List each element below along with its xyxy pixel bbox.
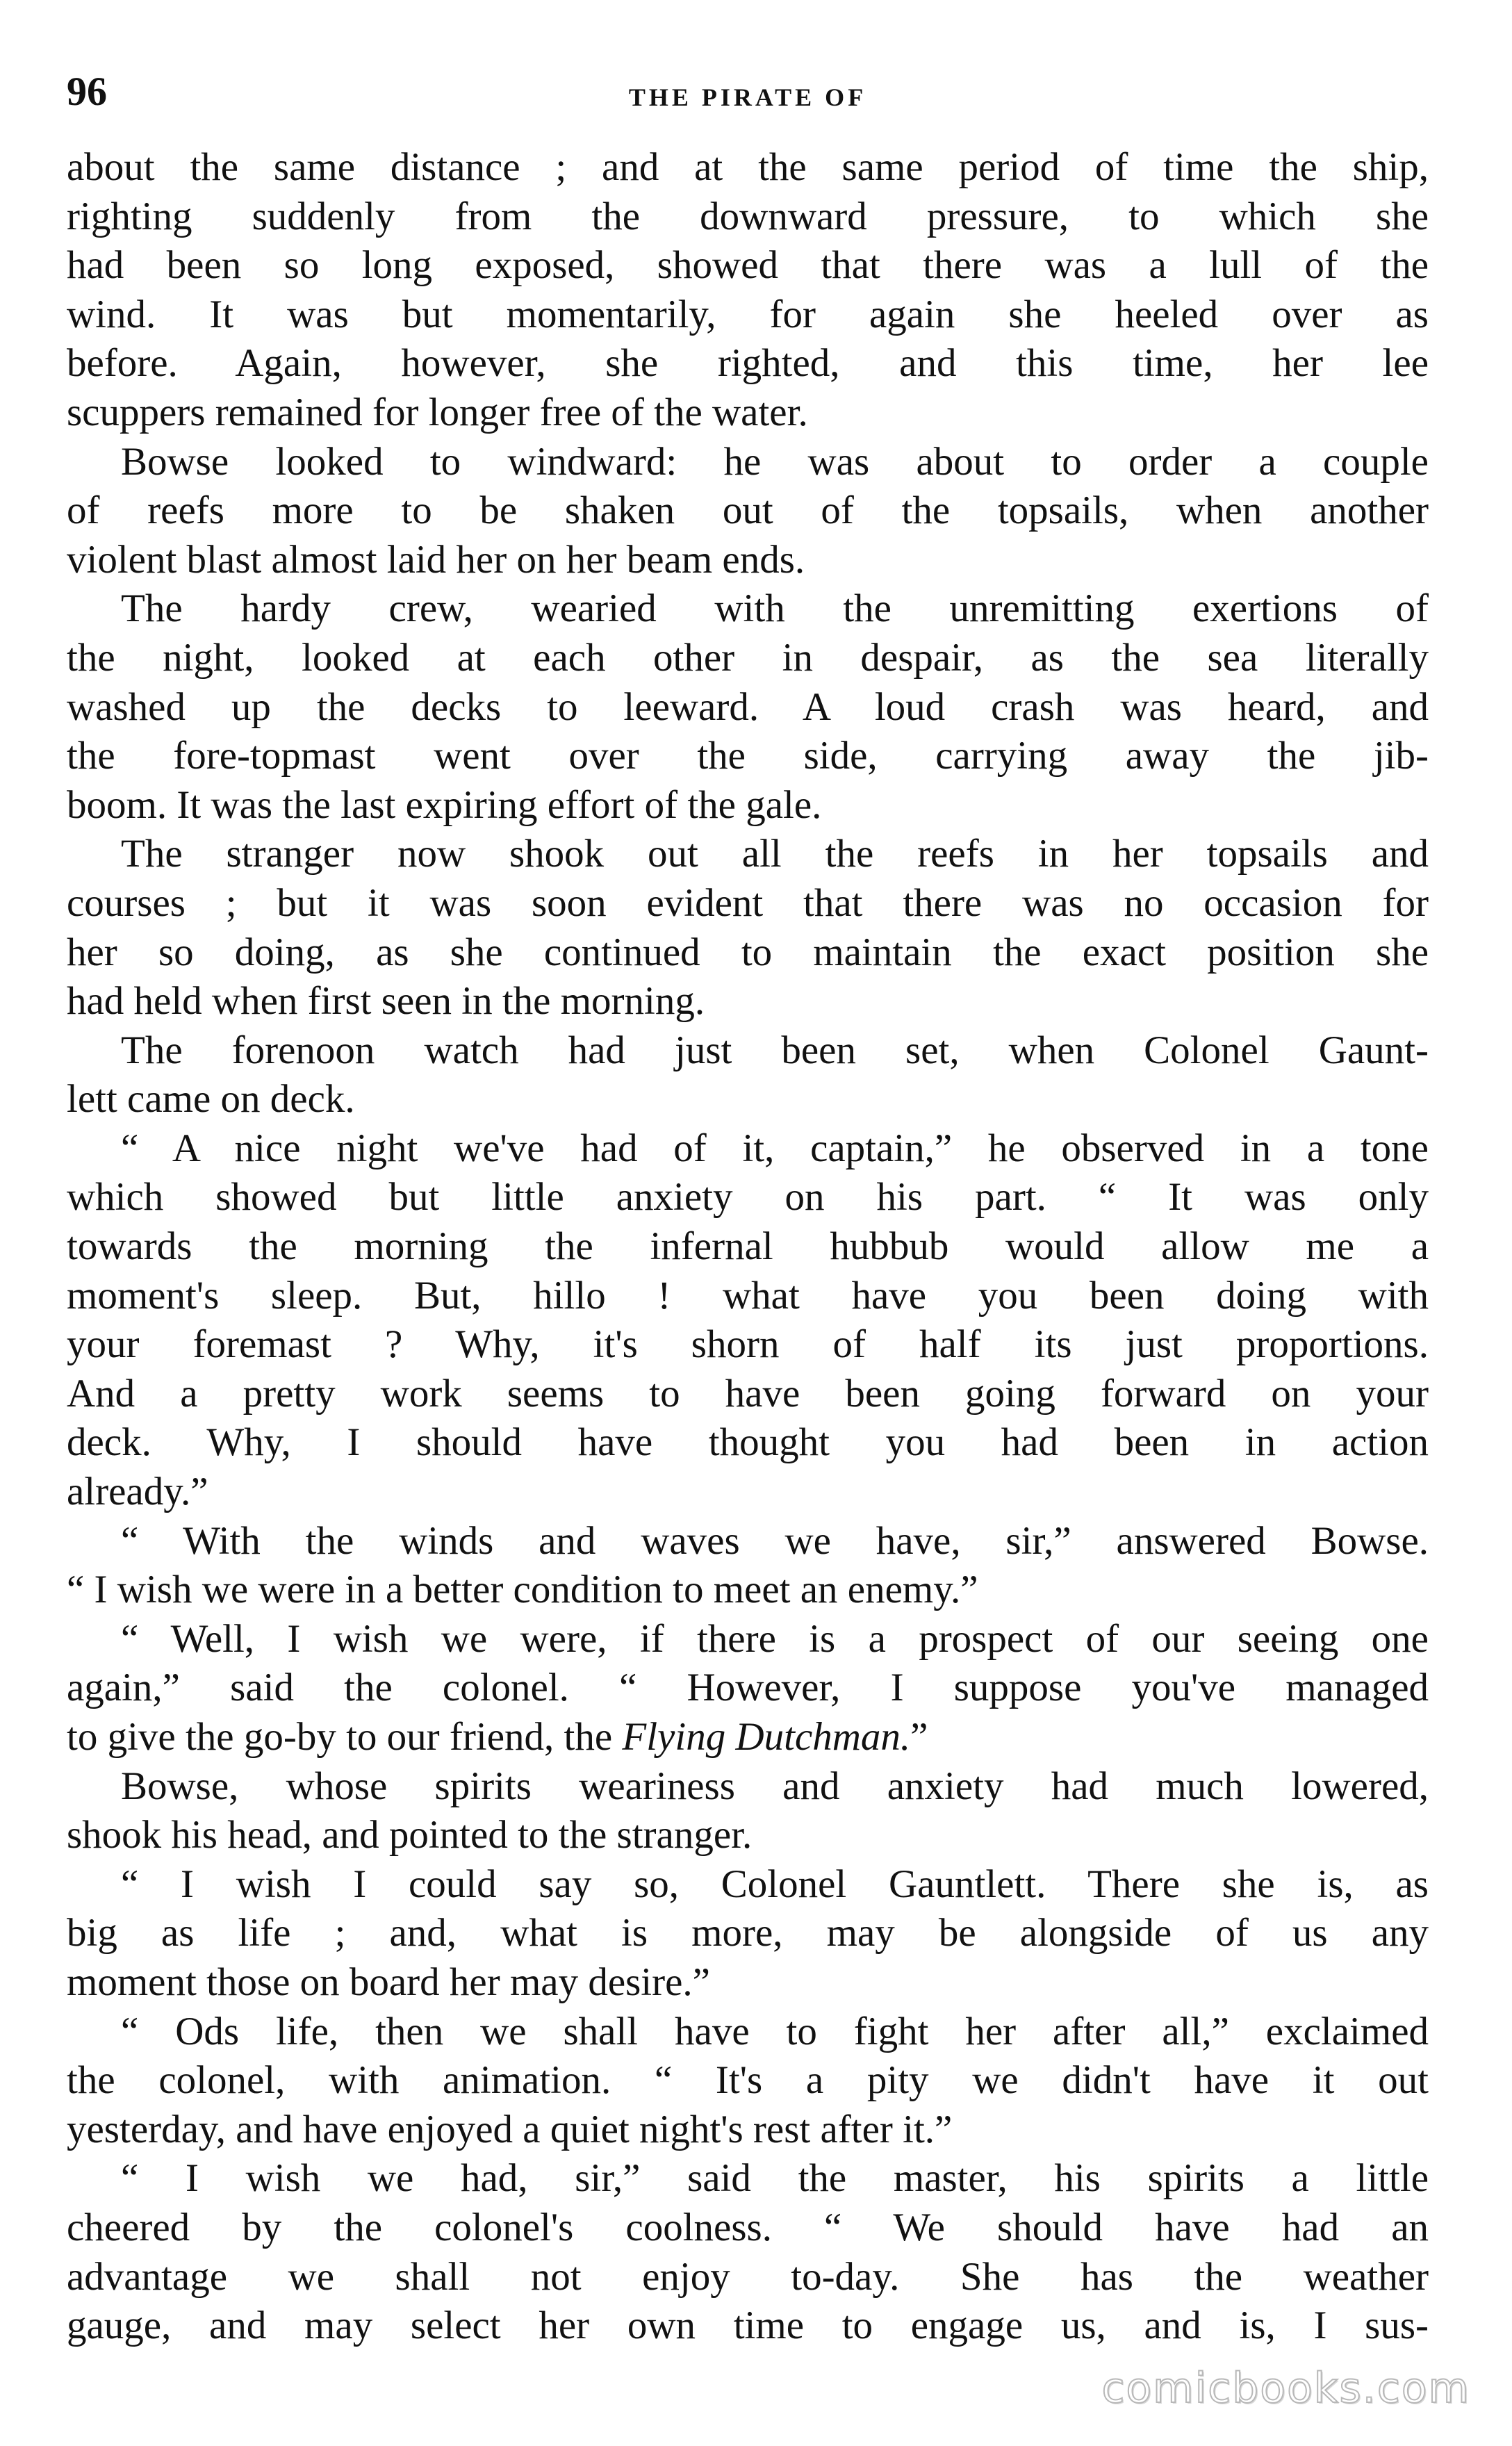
text-line [67, 1713, 1429, 1762]
text-line [67, 584, 1429, 634]
text-line [67, 2301, 1429, 2351]
page-number: 96 [67, 69, 107, 114]
line-text: And a pretty work seems to have been going forward on your [67, 1371, 1429, 1415]
line-text: big as life ; and, what is more, may be alongside of us any [67, 1911, 1429, 1955]
line-text: had been so long exposed, showed that there was a lull of the [67, 243, 1429, 288]
text-line [67, 1811, 1429, 1860]
text-line [67, 536, 1429, 585]
line-text: deck. Why, I should have thought you had been in action [67, 1420, 1429, 1465]
line-text: towards the morning the infernal hubbub would allow me a [67, 1224, 1429, 1269]
line-text: the fore-topmast went over the side, carrying away the jib- [67, 734, 1429, 778]
line-text: The hardy crew, wearied with the unremitting exertions of [121, 586, 1429, 631]
text-line [67, 1173, 1429, 1222]
line-text: again,” said the colonel. “ However, I suppose you've managed [67, 1666, 1429, 1710]
text-line [67, 1026, 1429, 1076]
text-line [67, 1615, 1429, 1664]
line-text: “ I wish I could say so, Colonel Gauntlett. There she is, as [121, 1862, 1429, 1906]
line-text: which showed but little anxiety on his part. “ It was only [67, 1175, 1429, 1220]
line-text: violent blast almost laid her on her beam ends. [67, 537, 805, 582]
text-line [67, 2154, 1429, 2203]
line-text: washed up the decks to leeward. A loud crash was heard, and [67, 684, 1429, 729]
text-line [67, 1860, 1429, 1910]
line-text: “ I wish we were in a better condition to meet an enemy.” [67, 1568, 978, 1612]
line-text: shook his head, and pointed to the stranger. [67, 1813, 753, 1857]
closing-quote: ” [910, 1715, 928, 1759]
text-line [67, 1566, 1429, 1615]
text-line [67, 1958, 1429, 2008]
line-text: already.” [67, 1470, 208, 1514]
text-line [67, 1222, 1429, 1272]
text-line [67, 438, 1429, 487]
line-text: of reefs more to be shaken out of the topsails, when another [67, 489, 1429, 533]
text-line [67, 241, 1429, 290]
text-line [67, 290, 1429, 340]
line-text: Bowse, whose spirits weariness and anxiety had much lowered, [121, 1764, 1429, 1808]
text-line [67, 683, 1429, 732]
line-text: before. Again, however, she righted, and this time, her lee [67, 341, 1429, 386]
text-line [67, 143, 1429, 192]
line-text: to give the go-by to our friend, the [67, 1715, 613, 1759]
text-line [67, 339, 1429, 388]
text-line [67, 1272, 1429, 1321]
text-line [67, 192, 1429, 242]
line-text: righting suddenly from the downward pressure, to which she [67, 194, 1429, 238]
line-text: “ Ods life, then we shall have to fight her after all,” exclaimed [121, 2009, 1429, 2053]
text-line [67, 2008, 1429, 2057]
text-line [67, 781, 1429, 830]
text-line [67, 634, 1429, 683]
line-text: boom. It was the last expiring effort of the gale. [67, 782, 822, 827]
line-text: The stranger now shook out all the reefs in her topsails and [121, 832, 1429, 876]
line-text: the night, looked at each other in despair, as the sea literally [67, 635, 1429, 680]
line-text: wind. It was but momentarily, for again she heeled over as [67, 292, 1429, 336]
line-text: cheered by the colonel's coolness. “ We should have had an [67, 2205, 1429, 2249]
line-text: lett came on deck. [67, 1077, 355, 1122]
text-line [67, 2056, 1429, 2106]
italic-title: Flying Dutchman. [622, 1715, 911, 1759]
text-line [67, 1468, 1429, 1517]
text-line [67, 830, 1429, 879]
body-text [67, 143, 1429, 2348]
page-header [67, 64, 1429, 120]
line-text: her so doing, as she continued to maintain the exact position she [67, 930, 1429, 974]
line-text: about the same distance ; and at the same period of time the ship, [67, 145, 1429, 189]
line-text: your foremast ? Why, it's shorn of half its just proportions. [67, 1322, 1429, 1367]
line-text: “ A nice night we've had of it, captain,” he observed in a tone [121, 1126, 1429, 1170]
text-line [67, 1664, 1429, 1713]
line-text: moment those on board her may desire.” [67, 1960, 710, 2004]
line-text: scuppers remained for longer free of the water. [67, 390, 808, 434]
line-text: courses ; but it was soon evident that there was no occasion for [67, 880, 1429, 925]
line-text: the colonel, with animation. “ It's a pity we didn't have it out [67, 2058, 1429, 2103]
text-line [67, 1909, 1429, 1958]
text-line [67, 879, 1429, 928]
text-line [67, 1075, 1429, 1124]
text-line [67, 2203, 1429, 2253]
line-text: The forenoon watch had just been set, when Colonel Gaunt- [121, 1028, 1429, 1072]
line-text: had held when first seen in the morning. [67, 979, 705, 1024]
text-line [67, 1320, 1429, 1370]
watermark: comicbooks.com [1101, 2364, 1470, 2413]
line-text: yesterday, and have enjoyed a quiet night's rest after it.” [67, 2107, 953, 2151]
text-line [67, 1370, 1429, 1419]
text-line [67, 1762, 1429, 1812]
line-text: gauge, and may select her own time to engage us, and is, I sus- [67, 2304, 1429, 2348]
text-line [67, 1517, 1429, 1566]
line-text: Bowse looked to windward: he was about to order a couple [121, 439, 1429, 484]
text-line [67, 928, 1429, 978]
text-line [67, 732, 1429, 781]
text-line [67, 388, 1429, 438]
line-text: advantage we shall not enjoy to-day. She has the weather [67, 2254, 1429, 2299]
text-line [67, 2253, 1429, 2302]
text-line [67, 2106, 1429, 2155]
text-line [67, 486, 1429, 536]
line-text: “ Well, I wish we were, if there is a prospect of our seeing one [121, 1616, 1429, 1661]
text-line [67, 1124, 1429, 1174]
text-line [67, 977, 1429, 1026]
running-title: THE PIRATE OF [628, 83, 867, 111]
text-line [67, 1418, 1429, 1468]
line-text: “ With the winds and waves we have, sir,” answered Bowse. [121, 1518, 1429, 1563]
line-text: “ I wish we had, sir,” said the master, his spirits a little [121, 2156, 1429, 2201]
line-text: moment's sleep. But, hillo ! what have you been doing with [67, 1273, 1429, 1318]
